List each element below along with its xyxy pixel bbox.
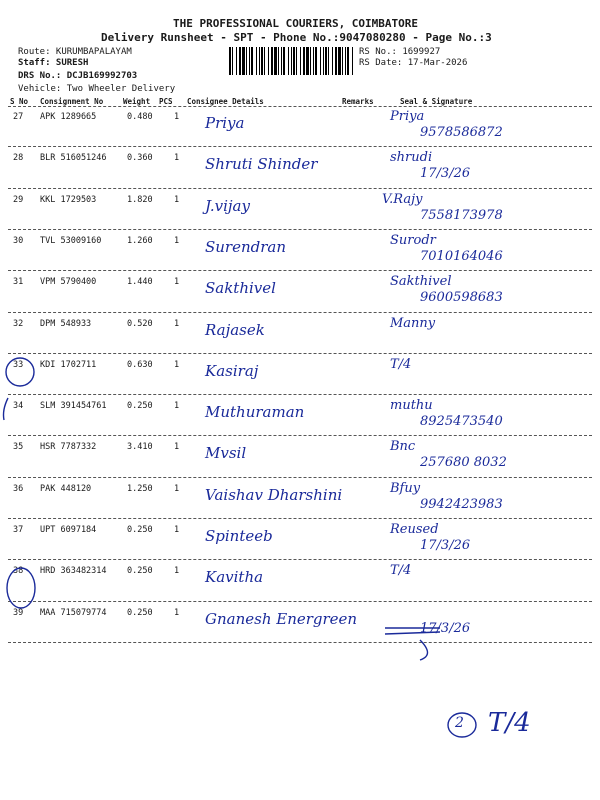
footer-circle-number: 2 — [455, 715, 464, 731]
row-signature: muthu — [390, 398, 433, 414]
row-weight: 1.820 — [127, 194, 153, 205]
row-consignee-handwriting: Mvsil — [205, 444, 247, 463]
row-sno: 36 — [13, 483, 24, 494]
row-phone-handwriting: 17/3/26 — [420, 166, 471, 182]
row-signature: Priya — [390, 109, 425, 124]
row-weight: 0.250 — [127, 607, 153, 618]
row-sno: 29 — [13, 194, 24, 205]
row-phone-handwriting: 8925473540 — [420, 414, 503, 430]
row-consignment-no: PAK 448120 — [40, 483, 92, 494]
row-phone-handwriting: 9942423983 — [420, 496, 503, 512]
rs-number: RS No.: 1699927 — [359, 47, 441, 57]
row-consignee-handwriting: Kasiraj — [205, 361, 259, 380]
row-sno: 28 — [13, 153, 24, 164]
row-signature: Bnc — [390, 439, 416, 455]
row-pcs: 1 — [174, 483, 180, 494]
route-label: Route: KURUMBAPALAYAM — [18, 47, 132, 57]
row-consignment-no: MAA 715079774 — [40, 607, 107, 618]
row-signature: T/4 — [390, 356, 412, 372]
row-consignee-handwriting: Rajasek — [205, 320, 265, 339]
footer-note: T/4 — [488, 708, 531, 738]
row-sno: 35 — [13, 442, 24, 453]
row-sno: 30 — [13, 235, 24, 246]
row-consignment-no: KKL 1729503 — [40, 194, 97, 205]
row-pcs: 1 — [174, 277, 180, 288]
row-pcs: 1 — [174, 401, 180, 412]
col-remarks: Remarks — [342, 97, 374, 106]
row-consignment-no: UPT 6097184 — [40, 525, 97, 535]
row-consignment-no: DPM 548933 — [40, 318, 92, 329]
row-signature: T/4 — [390, 563, 412, 579]
row-consignment-no: APK 1289665 — [40, 112, 97, 122]
row-consignee-handwriting: Gnanesh Energreen — [205, 609, 358, 628]
row-signature: Manny — [390, 315, 436, 331]
col-consignee: Consignee Details — [187, 97, 264, 106]
scribble-39 — [385, 628, 440, 660]
row-pcs: 1 — [174, 235, 180, 246]
row-consignee-handwriting: Sakthivel — [205, 279, 276, 298]
row-phone-handwriting: 257680 8032 — [420, 455, 507, 471]
circle-mark-33 — [6, 358, 34, 386]
row-consignment-no: HSR 7787332 — [40, 442, 97, 453]
row-weight: 0.250 — [127, 525, 153, 535]
row-pcs: 1 — [174, 525, 180, 535]
row-pcs: 1 — [174, 442, 180, 453]
row-pcs: 1 — [174, 153, 180, 164]
row-consignment-no: KDI 1702711 — [40, 359, 97, 370]
row-consignment-no: SLM 391454761 — [40, 401, 107, 412]
drs-number: DRS No.: DCJB169992703 — [18, 71, 138, 81]
row-sno: 34 — [13, 401, 24, 412]
row-pcs: 1 — [174, 318, 180, 329]
row-consignee-handwriting: Priya — [205, 114, 245, 132]
row-pcs: 1 — [174, 194, 180, 205]
row-weight: 0.250 — [127, 566, 153, 577]
vehicle-label: Vehicle: Two Wheeler Delivery — [18, 84, 176, 94]
col-weight: Weight — [123, 97, 151, 106]
row-signature: Sakthivel — [390, 274, 452, 290]
row-consignee-handwriting: J.vijay — [205, 196, 250, 215]
col-seal: Seal & Signature — [400, 97, 473, 106]
row-consignee-handwriting: Kavitha — [205, 568, 264, 587]
row-consignment-no: TVL 53009160 — [40, 235, 102, 246]
row-phone-handwriting: 7558173978 — [420, 207, 503, 223]
row-sno: 31 — [13, 277, 24, 288]
circle-mark-38 — [7, 568, 35, 608]
row-sno: 33 — [13, 359, 24, 370]
row-sno: 27 — [13, 112, 24, 122]
row-consignee-handwriting: Muthuraman — [205, 403, 305, 422]
row-pcs: 1 — [174, 112, 180, 122]
row-weight: 0.250 — [127, 401, 153, 412]
row-weight: 0.520 — [127, 318, 153, 329]
row-consignee-handwriting: Shruti Shinder — [205, 155, 318, 174]
row-weight: 1.250 — [127, 483, 153, 494]
col-pcs: PCS — [159, 97, 173, 106]
col-consignment: Consignment No — [40, 97, 104, 106]
row-weight: 0.480 — [127, 112, 153, 122]
row-weight: 0.360 — [127, 153, 153, 164]
row-sno: 38 — [13, 566, 24, 577]
row-consignee-handwriting: Surendran — [205, 237, 287, 256]
row-consignment-no: BLR 516051246 — [40, 153, 107, 164]
row-phone-handwriting: 7010164046 — [420, 248, 503, 264]
company-name: THE PROFESSIONAL COURIERS, COIMBATORE — [173, 17, 419, 30]
row-consignment-no: VPM 5790400 — [40, 277, 97, 288]
circle-tail-33 — [4, 398, 9, 420]
row-pcs: 1 — [174, 566, 180, 577]
staff-label: Staff: SURESH — [18, 58, 89, 68]
row-weight: 1.440 — [127, 277, 153, 288]
col-sno: S No — [10, 97, 29, 106]
row-signature: Bfuy — [390, 480, 421, 496]
runsheet-title: Delivery Runsheet - SPT - Phone No.:9047080280 - Page No.:3 — [101, 31, 492, 44]
row-sno: 32 — [13, 318, 24, 329]
row-phone-handwriting: 17/3/26 — [420, 620, 471, 636]
row-sno: 39 — [13, 607, 24, 618]
row-phone-handwriting: 17/3/26 — [420, 538, 471, 553]
row-pcs: 1 — [174, 607, 180, 618]
row-signature: shrudi — [390, 150, 433, 166]
row-consignee-handwriting: Spinteeb — [205, 527, 273, 545]
row-consignment-no: HRD 363482314 — [40, 566, 107, 577]
row-pcs: 1 — [174, 359, 180, 370]
row-weight: 1.260 — [127, 235, 153, 246]
rs-date: RS Date: 17-Mar-2026 — [359, 58, 468, 68]
row-phone-handwriting: 9600598683 — [420, 290, 503, 306]
row-signature: Surodr — [390, 232, 436, 248]
row-signature: Reused — [390, 522, 439, 537]
row-weight: 3.410 — [127, 442, 153, 453]
row-remark-handwriting: V.Rajy — [382, 191, 423, 207]
row-phone-handwriting: 9578586872 — [420, 125, 503, 140]
row-sno: 37 — [13, 525, 24, 535]
row-weight: 0.630 — [127, 359, 153, 370]
row-consignee-handwriting: Vaishav Dharshini — [205, 485, 343, 504]
